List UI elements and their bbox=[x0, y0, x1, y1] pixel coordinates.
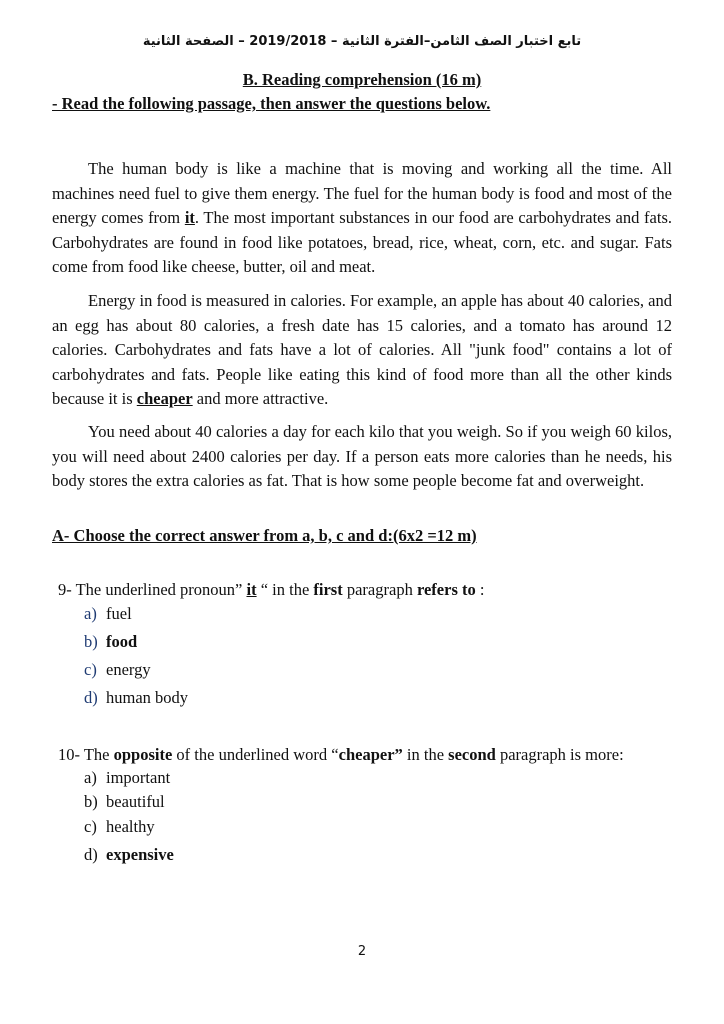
reading-passage bbox=[52, 157, 672, 280]
option-a[interactable]: a) important bbox=[84, 768, 171, 787]
option-c[interactable]: c) healthy bbox=[84, 817, 155, 836]
paragraph-3: You need about 40 calories a day for each kilo that you weigh. So if you weigh 60 kilos, you will need about 2400 calories per day. If a person eats more calories than he needs, his body stores the extra calories as fat. That is how some people become fat and overweight. bbox=[52, 422, 672, 490]
option-c[interactable]: c) energy bbox=[84, 660, 151, 679]
reading-passage-2 bbox=[52, 289, 672, 412]
reading-passage-3 bbox=[52, 420, 672, 494]
question-10-options bbox=[84, 766, 174, 870]
paragraph-2: Energy in food is measured in calories. For example, an apple has about 40 calories, and an egg has about 80 calories, a fresh date has 15 calories, and a tomato has around 12 calories. Carbohydrates and fats have a lot of calories. All "junk food" contains a lot of carbohydrates and fats. People like eating this kind of food more than all the other kinds because it is cheaper and more attractive. bbox=[52, 291, 672, 408]
question-10: 10- The opposite of the underlined word “cheaper” in the second paragraph is more: bbox=[58, 745, 624, 764]
section-title: B. Reading comprehension (16 m) bbox=[242, 70, 482, 89]
underlined-word-cheaper: cheaper bbox=[136, 389, 193, 408]
option-a[interactable]: a) fuel bbox=[84, 604, 132, 623]
underlined-word-it: it bbox=[184, 208, 195, 227]
option-d[interactable]: d) human body bbox=[84, 688, 189, 707]
question-9-options bbox=[84, 600, 188, 712]
exam-header: تابع اختبار الصف الثامن–الفترة الثانية – 2019/2018 – الصفحة الثانية bbox=[142, 34, 582, 49]
option-b[interactable]: b) food bbox=[84, 632, 138, 651]
paragraph-1: The human body is like a machine that is moving and working all the time. All machines need fuel to give them energy. The fuel for the human body is food and most of the energy comes from it. The most important substances in our food are carbohydrates and fats. Carbohydrates are found in food like potatoes, bread, rice, wheat, corn, etc. and sugar. Fats come from food like cheese, butter, oil and meat. bbox=[52, 159, 672, 276]
page-number: 2 bbox=[357, 944, 367, 959]
part-a-title: A- Choose the correct answer from a, b, c and d:(6x2 =12 m) bbox=[52, 526, 477, 545]
question-9: 9- The underlined pronoun” it “ in the first paragraph refers to : bbox=[58, 580, 485, 599]
option-b[interactable]: b) beautiful bbox=[84, 792, 165, 811]
instruction-text: - Read the following passage, then answer the questions below. bbox=[52, 94, 491, 113]
option-d[interactable]: d) expensive bbox=[84, 845, 174, 864]
